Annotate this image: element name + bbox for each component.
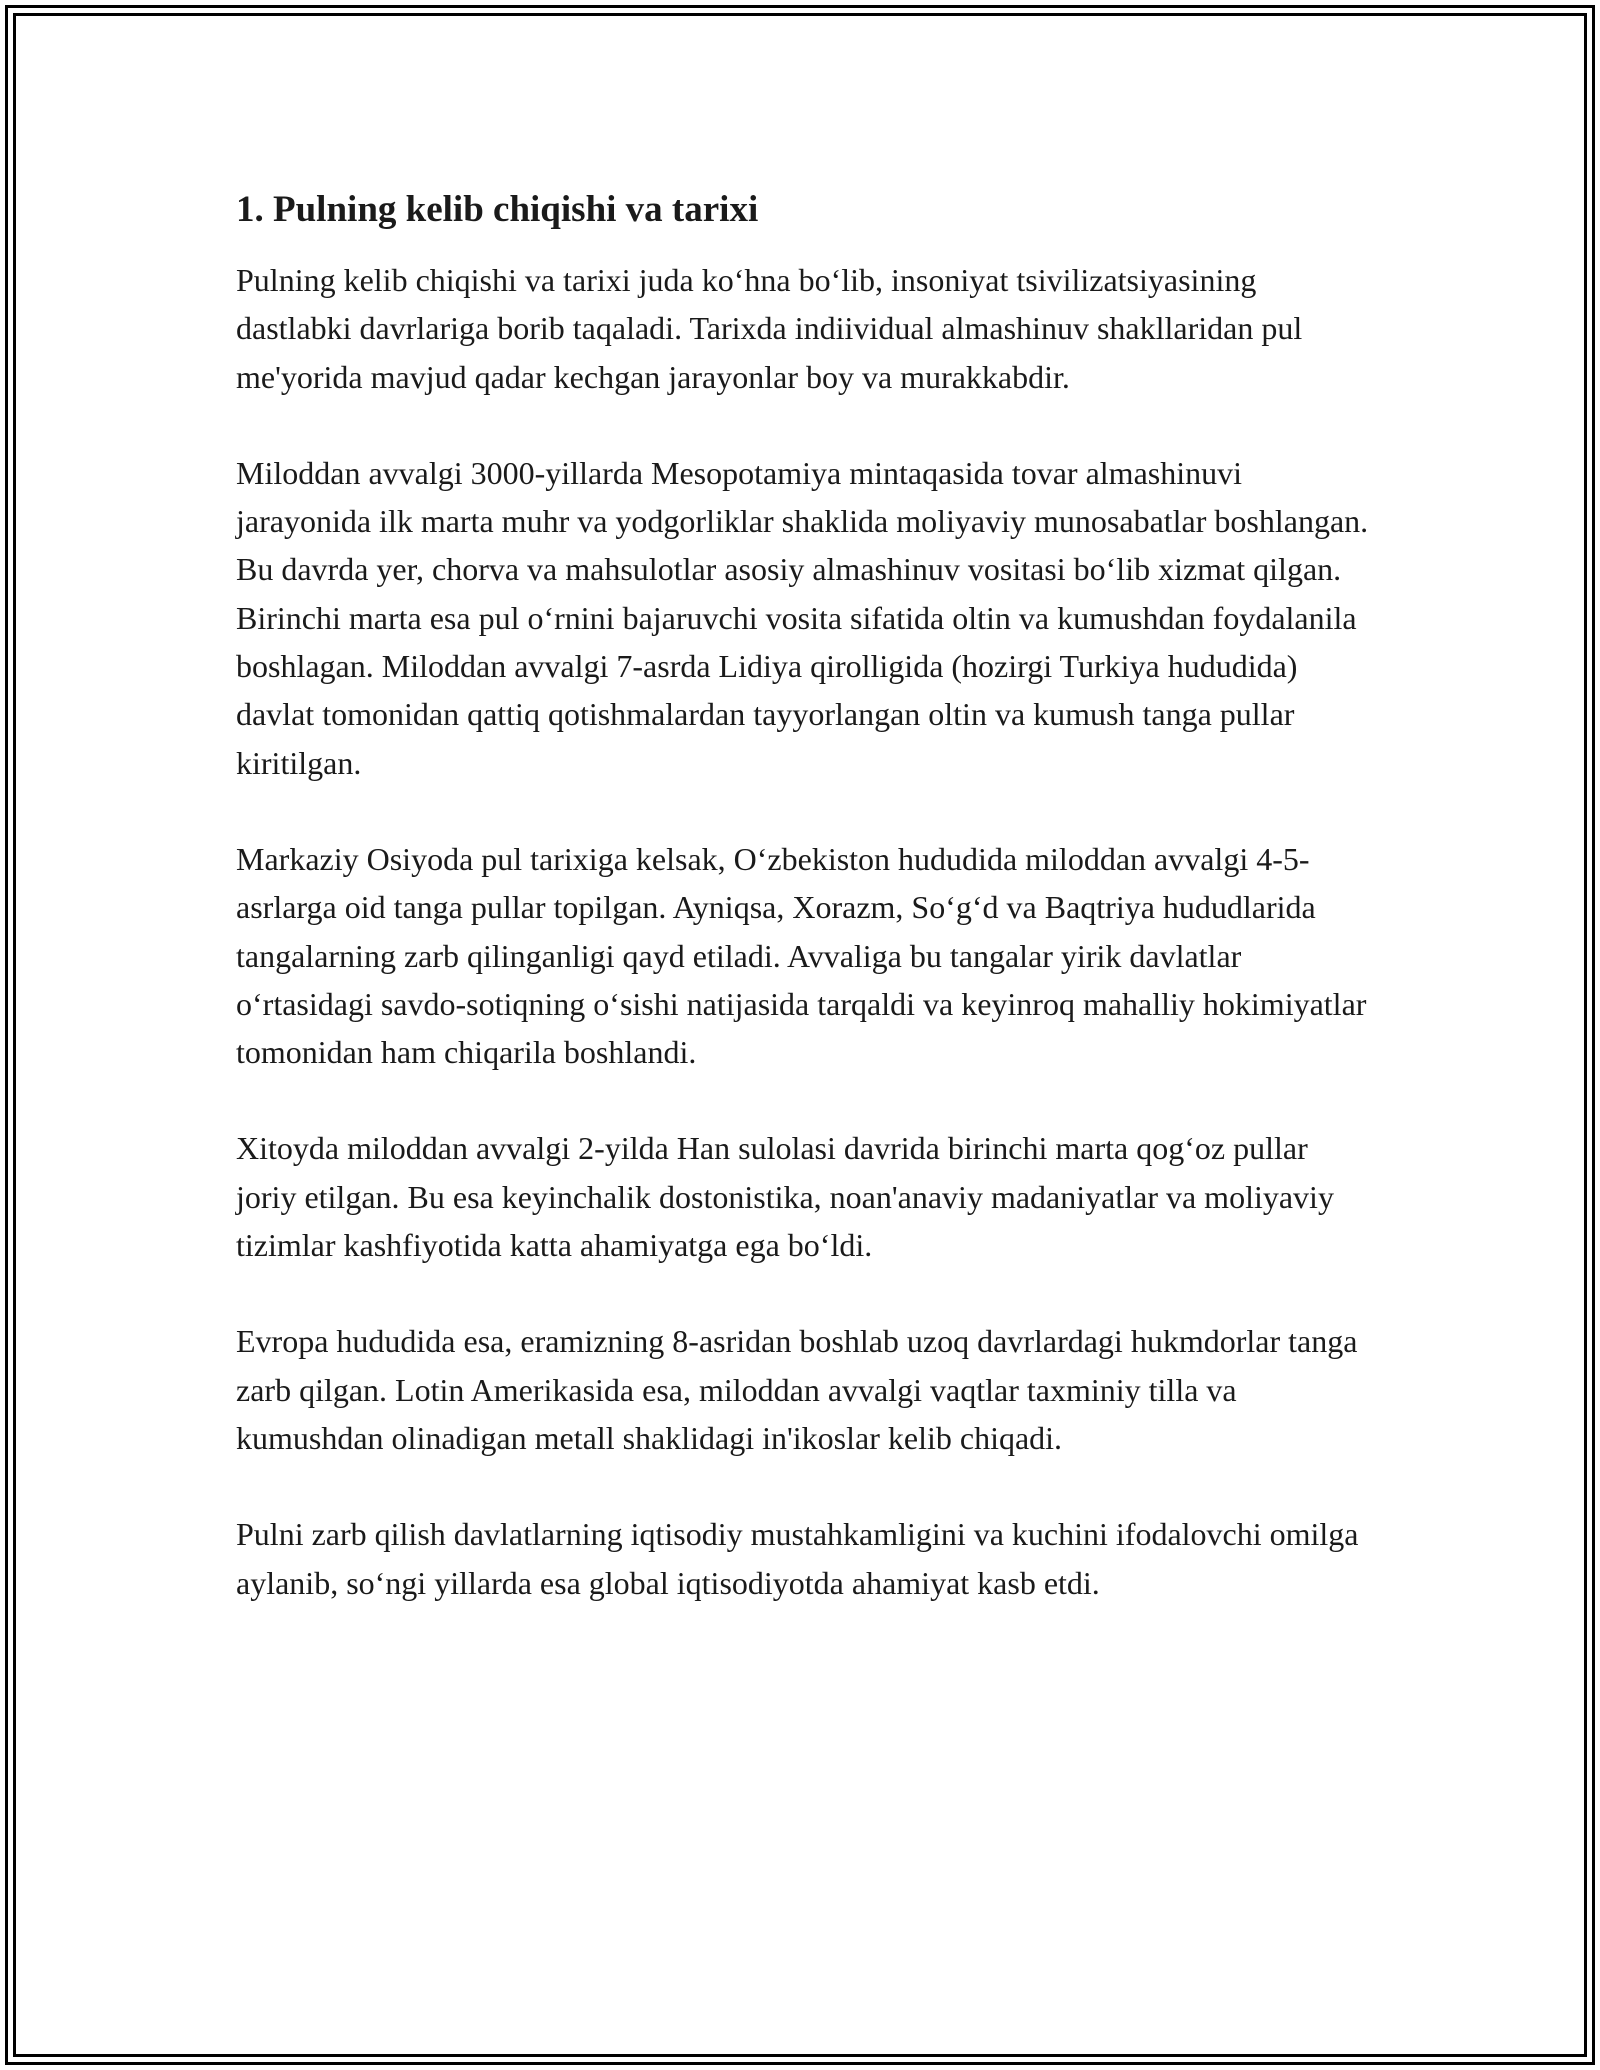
paragraph-conclusion: Pulni zarb qilish davlatlarning iqtisodiy mustahkamligini va kuchini ifodalovchi omilga aylanib, so‘ngi yillarda esa global iqtisodiyotda ahamiyat kasb etdi. [236, 1516, 1359, 1601]
paragraph-central-asia: Markaziy Osiyoda pul tarixiga kelsak, O‘zbekiston hududida miloddan avvalgi 4-5-asrlarga oid tanga pullar topilgan. Ayniqsa, Xorazm, So‘g‘d va Baqtriya hududlarida tangalarning zarb qilinganligi qayd etiladi. Avvaliga bu tangalar yirik davlatlar o‘rtasidagi savdo-sotiqning o‘sishi natijasida tarqaldi va keyinroq mahalliy hokimiyatlar tomonidan ham chiqarila boshlandi. [236, 840, 1367, 1071]
document-body [236, 186, 1376, 1655]
paragraph-intro: Pulning kelib chiqishi va tarixi juda ko‘hna bo‘lib, insoniyat tsivilizatsiyasining dastlabki davrlariga borib taqaladi. Tarixda indiividual almashinuv shakllaridan pul me'yorida mavjud qadar kechgan jarayonlar boy va murakkabdir. [236, 262, 1303, 395]
paragraph-china: Xitoyda miloddan avvalgi 2-yilda Han sulolasi davrida birinchi marta qog‘oz pullar joriy etilgan. Bu esa keyinchalik dostonistika, noan'anaviy madaniyatlar va moliyaviy tizimlar kashfiyotida katta ahamiyatga ega bo‘ldi. [236, 1130, 1334, 1264]
section-heading: 1. Pulning kelib chiqishi va tarixi [236, 189, 759, 230]
paragraph-mesopotamia: Miloddan avvalgi 3000-yillarda Mesopotamiya mintaqasida tovar almashinuvi jarayonida ilk marta muhr va yodgorliklar shaklida moliyaviy munosabatlar boshlangan. Bu davrda yer, chorva va mahsulotlar asosiy almashinuv vositasi bo‘lib xizmat qilgan. Birinchi marta esa pul o‘rnini bajaruvchi vosita sifatida oltin va kumushdan foydalanila boshlagan. Miloddan avvalgi 7-asrda Lidiya qirolligida (hozirgi Turkiya hududida) davlat tomonidan qattiq qotishmalardan tayyorlangan oltin va kumush tanga pullar kiritilgan. [236, 454, 1369, 781]
paragraph-europe: Evropa hududida esa, eramizning 8-asridan boshlab uzoq davrlardagi hukmdorlar tanga zarb qilgan. Lotin Amerikasida esa, miloddan avvalgi vaqtlar taxminiy tilla va kumushdan olinadigan metall shaklidagi in'ikoslar kelib chiqadi. [236, 1323, 1358, 1456]
